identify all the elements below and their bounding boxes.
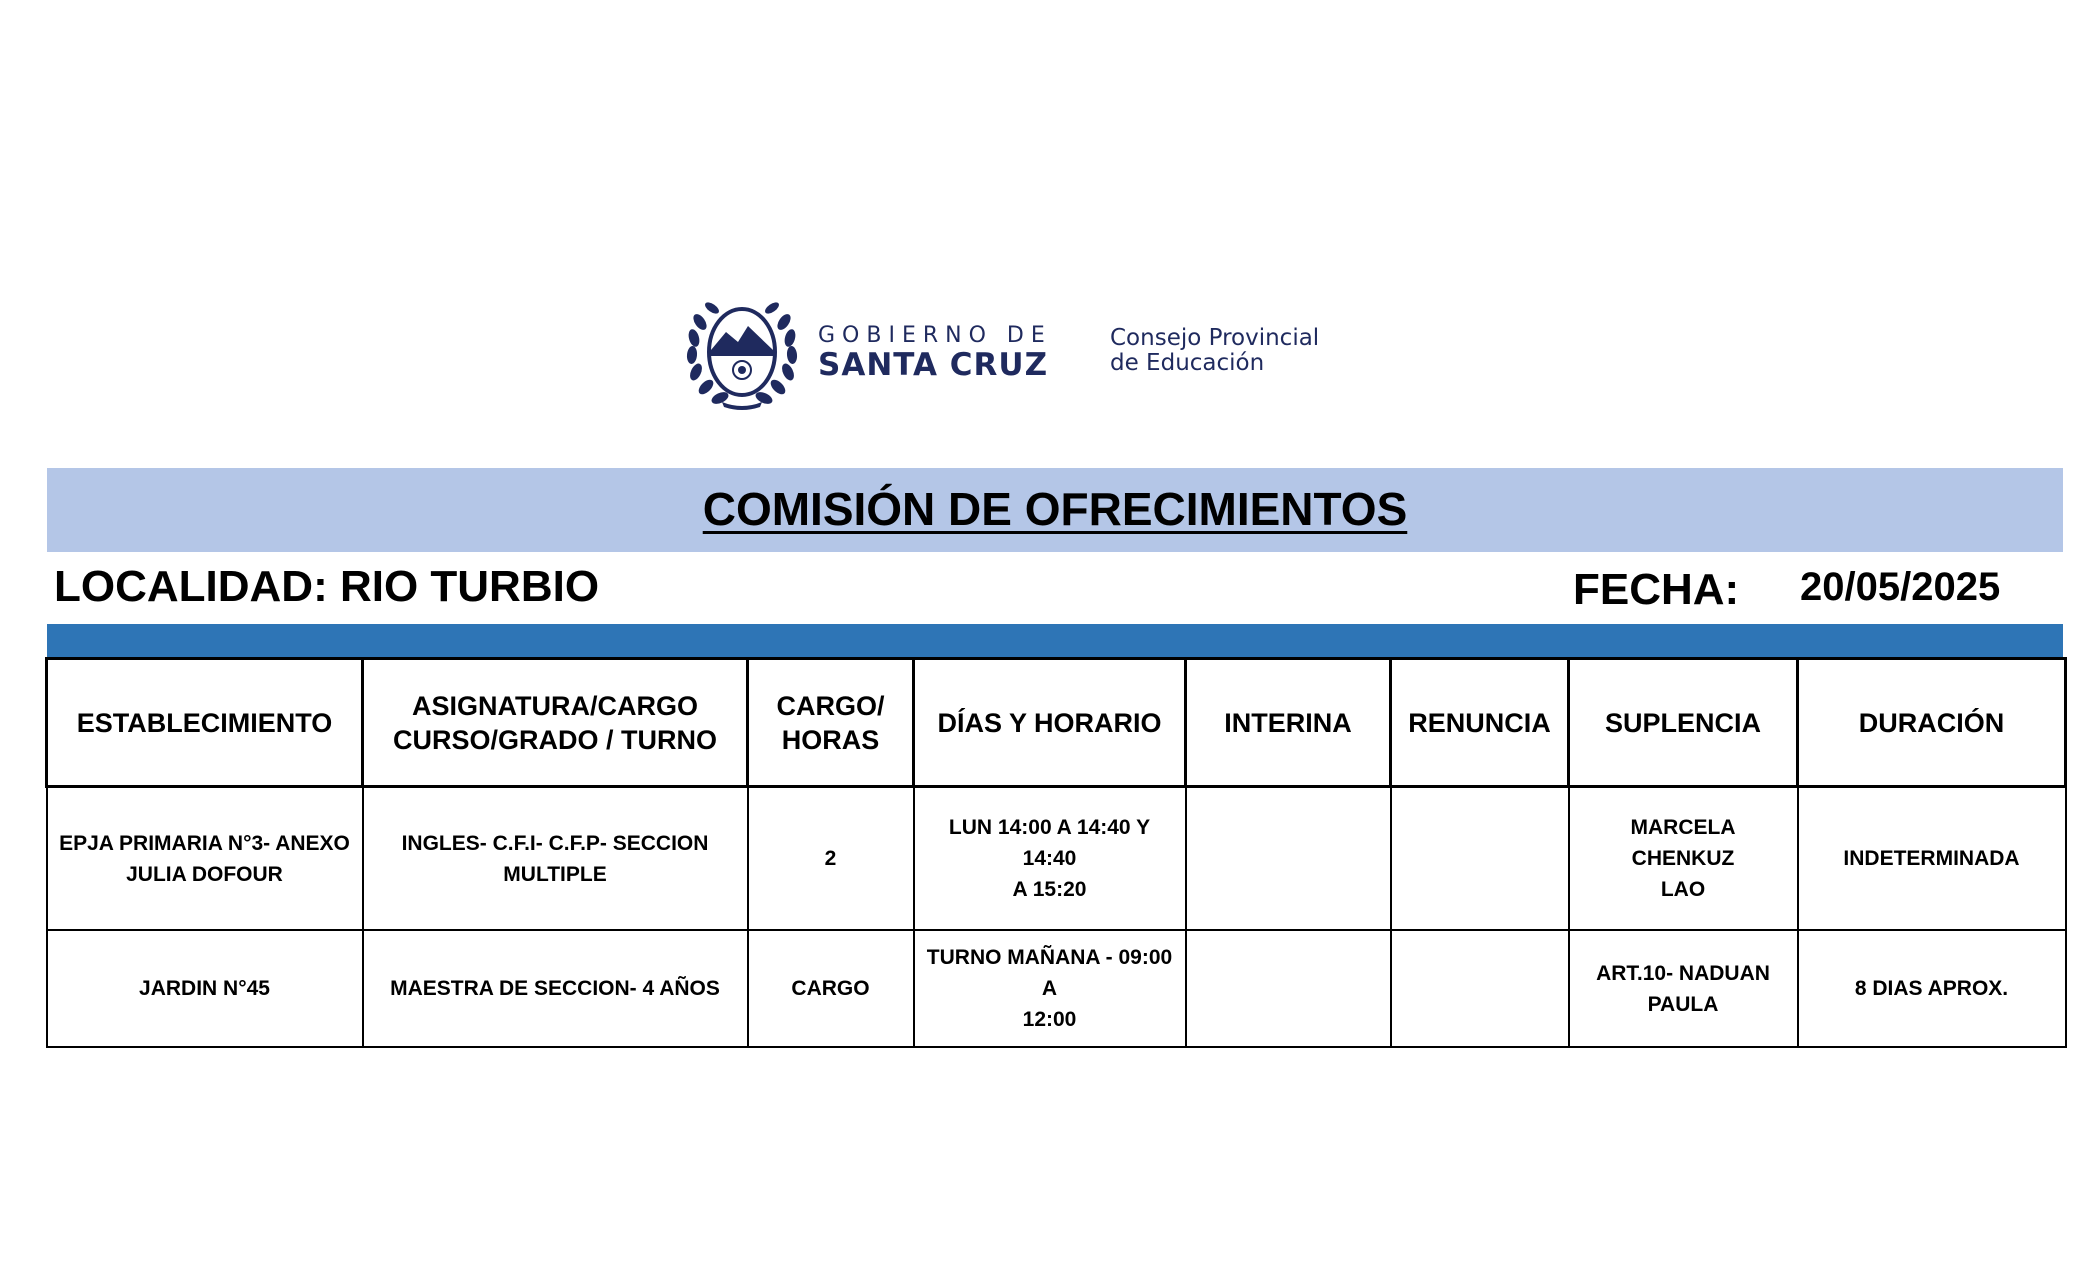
fecha-value: 20/05/2025 (1800, 565, 2001, 609)
header-asignatura: ASIGNATURA/CARGO CURSO/GRADO / TURNO (363, 659, 748, 787)
table-row (47, 787, 2066, 931)
cell-duracion: INDETERMINADA (1798, 787, 2066, 931)
fecha-label: FECHA: (1573, 565, 1740, 614)
cell-dias-horario: LUN 14:00 A 14:40 Y 14:40 A 15:20 (914, 787, 1186, 931)
cell-establecimiento: JARDIN N°45 (47, 930, 363, 1047)
cell-suplencia: MARCELA CHENKUZ LAO (1569, 787, 1798, 931)
table-row (47, 930, 2066, 1047)
government-line-2: SANTA CRUZ (818, 347, 1049, 383)
government-line-1: GOBIERNO DE (818, 323, 1052, 348)
cell-establecimiento: EPJA PRIMARIA N°3- ANEXO JULIA DOFOUR (47, 787, 363, 931)
header-renuncia: RENUNCIA (1391, 659, 1569, 787)
header-establecimiento: ESTABLECIMIENTO (47, 659, 363, 787)
cell-renuncia (1391, 787, 1569, 931)
cell-renuncia (1391, 930, 1569, 1047)
header-interina: INTERINA (1186, 659, 1391, 787)
header-duracion: DURACIÓN (1798, 659, 2066, 787)
cell-interina (1186, 930, 1391, 1047)
cell-cargo-horas: 2 (748, 787, 914, 931)
title-band (47, 468, 2063, 552)
header-logo (680, 290, 1360, 415)
blue-divider-bar (47, 624, 2063, 657)
header-cargo-horas: CARGO/ HORAS (748, 659, 914, 787)
council-line-1: Consejo Provincial (1110, 325, 1320, 351)
table-header-row (47, 659, 2066, 787)
cell-dias-horario: TURNO MAÑANA - 09:00 A 12:00 (914, 930, 1186, 1047)
cell-suplencia: ART.10- NADUAN PAULA (1569, 930, 1798, 1047)
cell-cargo-horas: CARGO (748, 930, 914, 1047)
localidad-label: LOCALIDAD: RIO TURBIO (54, 562, 600, 611)
cell-duracion: 8 DIAS APROX. (1798, 930, 2066, 1047)
page-title: COMISIÓN DE OFRECIMIENTOS (702, 483, 1408, 535)
header-suplencia: SUPLENCIA (1569, 659, 1798, 787)
council-line-2: de Educación (1110, 350, 1265, 376)
cell-asignatura: INGLES- C.F.I- C.F.P- SECCION MULTIPLE (363, 787, 748, 931)
santa-cruz-seal-icon (686, 292, 798, 410)
government-name (818, 324, 1052, 382)
council-name (1110, 326, 1319, 376)
cell-asignatura: MAESTRA DE SECCION- 4 AÑOS (363, 930, 748, 1047)
cell-interina (1186, 787, 1391, 931)
offers-table (45, 657, 2067, 1048)
header-dias-horario: DÍAS Y HORARIO (914, 659, 1186, 787)
